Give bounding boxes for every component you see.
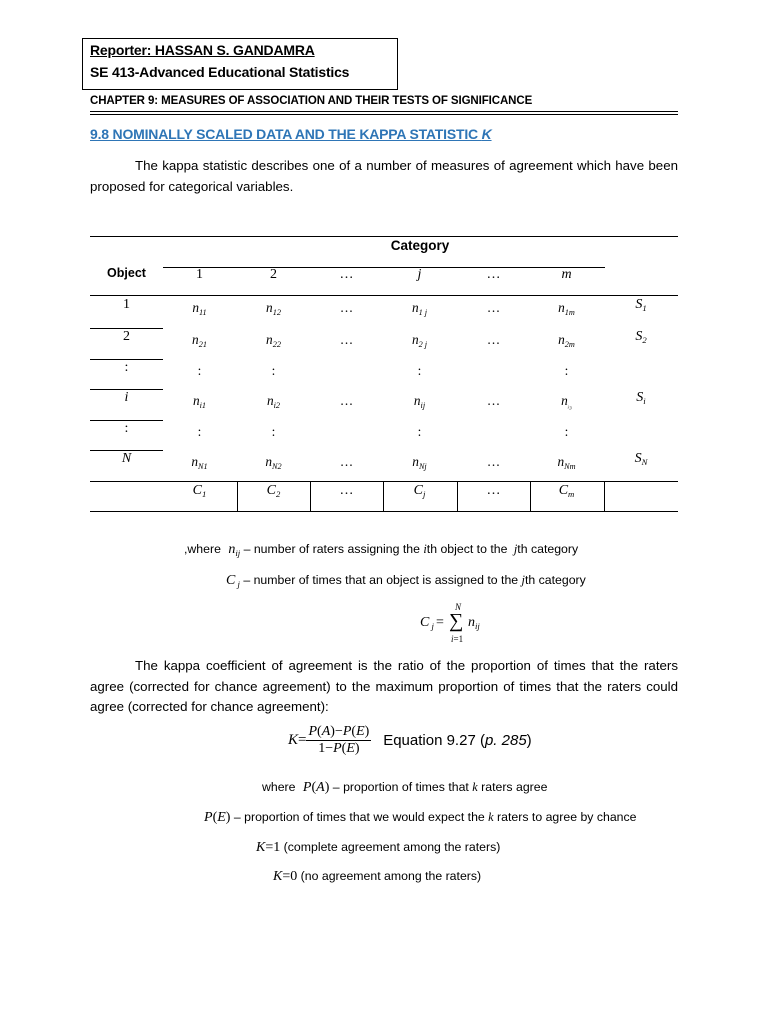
nij-text-2: th object to the xyxy=(426,542,511,556)
definition-nij xyxy=(184,542,578,558)
column-header: j xyxy=(417,267,422,282)
row-total: $S_2$ xyxy=(635,329,647,346)
table-cell: $n_{N2}$ xyxy=(265,454,282,471)
equation-label: Equation 9.27 (p. 285) xyxy=(383,732,532,749)
where-label: where xyxy=(262,780,296,794)
nij-text-1: – number of raters assigning the xyxy=(240,542,424,556)
chapter-title: CHAPTER 9: MEASURES OF ASSOCIATION AND THEIR TESTS OF SIGNIFICANCE xyxy=(90,95,533,107)
table-cell: $n_{1m}$ xyxy=(558,300,575,317)
column-total: $C_2$ xyxy=(266,483,281,500)
table-cell: $n_{Nm}$ xyxy=(557,454,576,471)
totals-bottom-rule xyxy=(90,511,678,512)
chapter-rule-bottom xyxy=(90,114,678,115)
cj-symbol: C $_j$ xyxy=(226,573,240,590)
object-label: N xyxy=(121,451,132,466)
i-symbol: i xyxy=(423,542,427,556)
definition-pa: where P(A) – proportion of times that k raters agree xyxy=(262,780,548,795)
table-cell: : xyxy=(197,363,202,378)
cj-text-1: – number of times that an object is assigned to the xyxy=(239,573,522,587)
definition-cj xyxy=(226,573,586,589)
table-cell: $n_{ij}$ xyxy=(413,393,426,410)
course-title: SE 413-Advanced Educational Statistics xyxy=(90,64,350,80)
definition-k1: K=1 (complete agreement among the raters) xyxy=(256,840,501,855)
column-header: m xyxy=(561,267,572,282)
section-heading-text: 9.8 NOMINALLY SCALED DATA AND THE KAPPA STATISTIC xyxy=(90,126,482,142)
table-cell: $n_{ᵢ_3}$ xyxy=(561,393,572,410)
table-cell: $n_{i1}$ xyxy=(192,393,207,410)
section-heading-symbol: K xyxy=(481,126,492,142)
table-top-rule xyxy=(90,236,678,237)
column-header: … xyxy=(339,267,354,282)
section-heading xyxy=(90,126,492,142)
object-header: Object xyxy=(107,266,146,280)
chapter-rule-top xyxy=(90,111,678,112)
table-cell: … xyxy=(339,300,354,315)
table-cell: … xyxy=(486,332,501,347)
intro-paragraph xyxy=(90,156,678,197)
table-cell: $n_{2m}$ xyxy=(558,332,575,349)
object-label: i xyxy=(124,390,129,405)
object-label: : xyxy=(124,360,129,375)
column-total: $C_j$ xyxy=(413,483,426,500)
table-cell: $n_{12}$ xyxy=(266,300,281,317)
object-label: : xyxy=(124,421,129,436)
table-cell: : xyxy=(197,424,202,439)
column-total: … xyxy=(486,483,501,498)
table-cell: : xyxy=(417,363,422,378)
object-label: 1 xyxy=(123,297,130,312)
table-cell: $n_{i2}$ xyxy=(266,393,281,410)
kappa-paragraph xyxy=(90,656,678,718)
row-total: $S_1$ xyxy=(635,297,647,314)
table-cell: $n_{2 j}$ xyxy=(411,332,428,349)
table-cell: … xyxy=(486,393,501,408)
table-cell: $n_{11}$ xyxy=(192,300,207,317)
totals-top-rule xyxy=(90,481,678,482)
table-cell: : xyxy=(271,424,276,439)
table-cell: $n_{21}$ xyxy=(192,332,207,349)
table-cell: … xyxy=(486,300,501,315)
column-total: … xyxy=(339,483,354,498)
table-cell: … xyxy=(486,454,501,469)
table-cell: $n_{N1}$ xyxy=(191,454,208,471)
reporter-name: Reporter: HASSAN S. GANDAMRA xyxy=(90,42,315,58)
kappa-equation: K= $\frac{P(A)-P(E)}{1-P(E)}$ Equation 9.27 (p. 285) xyxy=(288,724,532,756)
nij-symbol: $n_{ij}$ xyxy=(228,542,241,559)
definition-pe: P(E) – proportion of times that we would expect the k raters to agree by chance xyxy=(204,810,637,825)
definition-k0: K=0 (no agreement among the raters) xyxy=(273,869,482,884)
column-total: $C_1$ xyxy=(192,483,207,500)
j-symbol-2: j xyxy=(521,573,525,587)
nij-text-3: th category xyxy=(517,542,579,556)
intro-text: The kappa statistic describes one of a number of measures of agreement which have been proposed for categorical variables. xyxy=(90,158,678,194)
table-cell: $n_{Nj}$ xyxy=(412,454,427,471)
row-total: $S_N$ xyxy=(634,451,648,468)
column-header: … xyxy=(486,267,501,282)
table-cell: … xyxy=(339,332,354,347)
category-header: Category xyxy=(390,238,450,253)
table-cell: : xyxy=(417,424,422,439)
cj-text-2: th category xyxy=(524,573,586,587)
table-cell: : xyxy=(564,424,569,439)
totals-divider xyxy=(604,481,605,511)
column-header: 1 xyxy=(196,267,203,282)
column-header: 2 xyxy=(270,267,277,282)
row-total: $S_i$ xyxy=(636,390,646,407)
table-cell: … xyxy=(339,454,354,469)
kappa-paragraph-text: The kappa coefficient of agreement is the ratio of the proportion of times that the raters agree (corrected for chance agreement) to the maximum proportion of times that the raters could agree (corrected for chance agreement): xyxy=(90,658,678,714)
table-cell: $n_{22}$ xyxy=(266,332,281,349)
header-bottom-rule xyxy=(90,295,678,296)
table-cell: : xyxy=(564,363,569,378)
column-total: $C_m$ xyxy=(558,483,575,500)
table-cell: : xyxy=(271,363,276,378)
object-label: 2 xyxy=(123,329,130,344)
j-symbol: j xyxy=(513,542,518,556)
table-cell: … xyxy=(339,393,354,408)
where-prefix: ,where xyxy=(184,542,221,556)
table-cell: $n_{1 j}$ xyxy=(411,300,428,317)
